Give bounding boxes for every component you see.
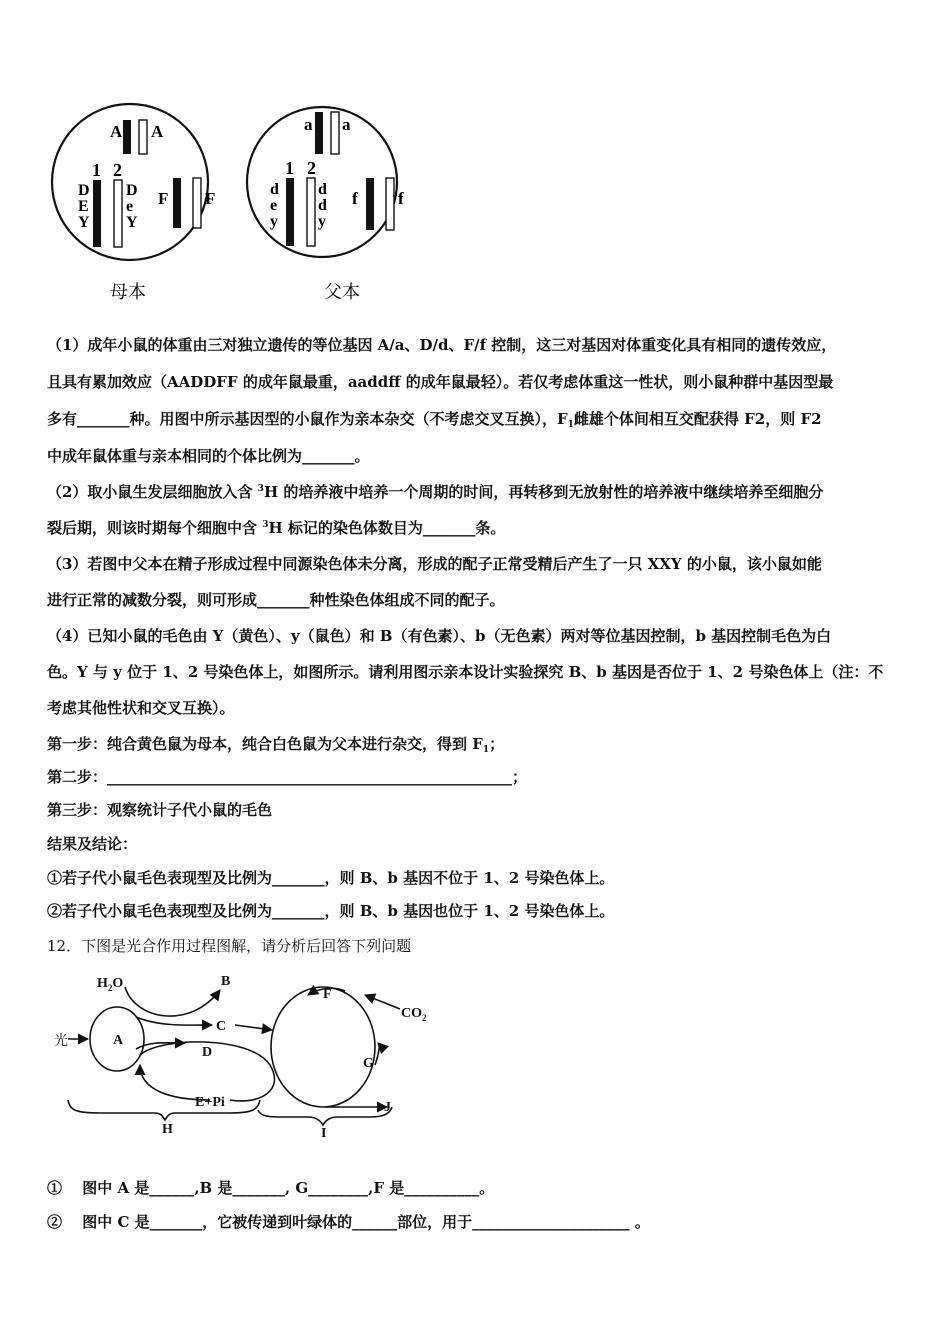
label-co2: $CO_2$ [401,1006,427,1023]
mother-left-gene-3: Y [78,214,90,231]
father-chrom-num-2: 2 [307,158,316,178]
label-a: A [113,1033,124,1048]
label-j: J [384,1100,391,1115]
chromosome-figure [40,100,440,310]
q11-part4-line1: （4）已知小鼠的毛色由 Y（黄色）、y（鼠色）和 B（有色素）、b（无色素）两对等位基因控制，b 基因控制毛色为白 [47,627,832,645]
q12-question-2: ② 图中 C 是_______，它被传递到叶绿体的______部位，用于_____________________ 。 [47,1213,650,1231]
mother-chrom-num-1: 1 [92,160,101,180]
mother-gene-f-right: F [205,189,216,208]
q11-result-heading: 结果及结论： [47,835,138,853]
q11-part1-line1: （1）成年小鼠的体重由三对独立遗传的等位基因 A/a、D/d、F/f 控制，这三对基因对体重变化具有相同的遗传效应， [47,336,837,354]
father-left-gene-1: d [270,181,279,198]
q11-result-1: ①若子代小鼠毛色表现型及比例为_______，则 B、b 基因不位于 1、2 号染色体上。 [47,869,615,887]
q11-result-2: ②若子代小鼠毛色表现型及比例为_______，则 B、b 基因也位于 1、2 号染色体上。 [47,902,615,920]
q11-part3-line2: 进行正常的减数分裂，则可形成_______种性染色体组成不同的配子。 [47,591,505,609]
mother-left-gene-2: E [78,198,89,215]
q11-part1-line3: 多有_______种。用图中所示基因型的小鼠作为亲本杂交（不考虑交叉互换），$F_1$雌雄个体间相互交配获得 F2，则 F2 [47,410,822,430]
mother-right-gene-2: e [126,198,134,215]
mother-gene-a-right: A [151,122,164,141]
q11-part1-line4: 中成年鼠体重与亲本相同的个体比例为_______。 [47,447,370,465]
label-g: G [363,1056,374,1071]
mother-right-gene-3: Y [126,214,138,231]
father-gene-a-right: a [342,115,351,134]
label-light: 光 [54,1034,68,1049]
q11-part3-line1: （3）若图中父本在精子形成过程中同源染色体未分离，形成的配子正常受精后产生了一只 XXY 的小鼠，该小鼠如能 [47,555,822,573]
label-f: F [323,987,332,1002]
mother-caption: 母本 [110,282,146,302]
label-h: H [162,1122,173,1137]
q11-step1: 第一步：纯合黄色鼠为母本，纯合白色鼠为父本进行杂交，得到 $F_1$； [47,735,505,755]
q11-part2-line1: （2）取小鼠生发层细胞放入含 $^3$H 的培养液中培养一个周期的时间，再转移到无放射性的培养液中继续培养至细胞分 [47,483,824,501]
q11-part4-line3: 考虑其他性状和交叉互换）。 [47,699,235,717]
label-h2o: $H_2O$ [97,976,124,993]
q12-question-1: ① 图中 A 是______,B 是_______, G________,F 是__________。 [47,1179,495,1197]
father-right-gene-2: d [318,197,327,214]
q11-part2-line2: 裂后期，则该时期每个细胞中含 $^3$H 标记的染色体数目为_______条。 [47,519,506,537]
mother-right-gene-1: D [126,182,138,199]
mother-gene-f-left: F [158,189,169,208]
q11-part1-line2: 且具有累加效应（AADDFF 的成年鼠最重，aaddff 的成年鼠最轻）。若仅考虑体重这一性状，则小鼠种群中基因型最 [47,373,834,391]
label-b: B [221,974,231,989]
label-e-pi: E+Pi [195,1095,225,1110]
father-chrom-num-1: 1 [285,158,294,178]
father-right-gene-3: y [318,213,326,230]
mother-chrom-num-2: 2 [113,160,122,180]
label-i: I [321,1126,327,1140]
label-d: D [202,1045,213,1060]
father-gene-f-right: f [398,189,404,208]
father-gene-f-left: f [352,189,358,208]
father-cell [247,107,404,302]
q11-step3: 第三步：观察统计子代小鼠的毛色 [47,801,273,819]
father-left-gene-3: y [270,213,278,230]
father-left-gene-2: e [270,197,278,214]
father-gene-a-left: a [304,115,313,134]
father-caption: 父本 [324,282,360,302]
label-c: C [216,1019,227,1034]
photosynthesis-diagram [40,965,460,1140]
q11-step2: 第二步：______________________________________________________； [47,768,528,786]
father-right-gene-1: d [318,181,327,198]
q12-title: 12．下图是光合作用过程图解，请分析后回答下列问题 [47,937,412,955]
mother-cell [52,104,215,302]
mother-gene-a-left: A [110,122,123,141]
q11-part4-line2: 色。Y 与 y 位于 1、2 号染色体上，如图所示。请利用图示亲本设计实验探究 B、b 基因是否位于 1、2 号染色体上（注：不 [47,663,884,681]
mother-left-gene-1: D [78,182,90,199]
